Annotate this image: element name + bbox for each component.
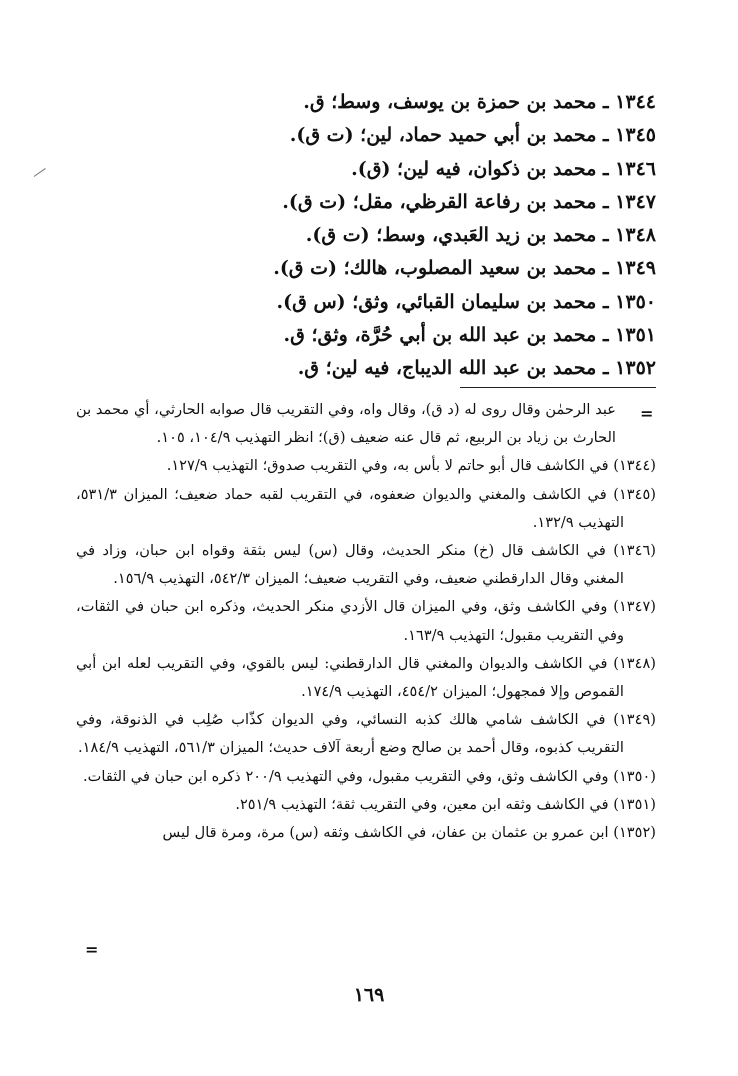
entry-1348: ١٣٤٨ ـ محمد بن زيد العَبدي، وسط؛ (ت ق). bbox=[305, 224, 656, 247]
continuation-marker-end: = bbox=[85, 940, 99, 959]
entry-list bbox=[96, 86, 656, 386]
footnote-1348: (١٣٤٨) في الكاشف والديوان والمغني قال الدارقطني: ليس بالقوي، وفي التقريب لعله ابن أبي القموص وإلا فمجهول؛ الميزان ٤٥٤/٢، التهذيب ١٧٤/٩. bbox=[76, 654, 656, 701]
footnote-separator bbox=[460, 387, 656, 388]
entry-1345: ١٣٤٥ ـ محمد بن أبي حميد حماد، لين؛ (ت ق). bbox=[289, 124, 656, 147]
footnote-1350: (١٣٥٠) وفي الكاشف وثق، وفي التقريب مقبول، وفي التهذيب ٢٠٠/٩ ذكره ابن حبان في الثقات. bbox=[83, 767, 656, 785]
footnote-1352: (١٣٥٢) ابن عمرو بن عثمان بن عفان، في الكاشف وثقه (س) مرة، ومرة قال ليس bbox=[162, 824, 656, 842]
entry-1344: ١٣٤٤ ـ محمد بن حمزة بن يوسف، وسط؛ ق. bbox=[303, 91, 656, 113]
footnote-1351: (١٣٥١) في الكاشف وثقه ابن معين، وفي التقريب ثقة؛ التهذيب ٢٥١/٩. bbox=[235, 795, 656, 813]
footnote-1347: (١٣٤٧) وفي الكاشف وثق، وفي الميزان قال الأزدي منكر الحديث، وذكره ابن حبان في الثقات، وفي التقريب مقبول؛ التهذيب ١٦٣/٩. bbox=[76, 598, 656, 644]
footnote-1344: (١٣٤٤) في الكاشف قال أبو حاتم لا بأس به، وفي التقريب صدوق؛ التهذيب ١٢٧/٩. bbox=[166, 457, 656, 475]
footnote-1349: (١٣٤٩) في الكاشف شامي هالك كذبه النسائي، وفي الديوان كذّاب صُلِب في الذنوقة، وفي التقريب كذبوه، وقال أحمد بن صالح وضع أربعة آلاف حديث؛ الميزان ٥٦١/٣، التهذيب ١٨٤/٩. bbox=[76, 711, 656, 757]
footnote-1346: (١٣٤٦) في الكاشف قال (خ) منكر الحديث، وقال (س) ليس بثقة وقواه ابن حبان، وزاد في المغني وقال الدارقطني ضعيف، وفي التقريب ضعيف؛ الميزان ٥٤٢/٣، التهذيب ١٥٦/٩. bbox=[76, 542, 656, 588]
stray-pen-mark bbox=[34, 168, 46, 177]
entry-1352: ١٣٥٢ ـ محمد بن عبد الله الديباج، فيه لين؛ ق. bbox=[297, 357, 656, 380]
continuation-marker-start: = bbox=[640, 404, 654, 423]
footnote-1345: (١٣٤٥) في الكاشف والمغني والديوان ضعفوه، في التقريب لقبه حماد ضعيف؛ الميزان ٥٣١/٣، التهذيب ١٣٢/٩. bbox=[76, 485, 656, 531]
entry-1347: ١٣٤٧ ـ محمد بن رفاعة القرظي، مقل؛ (ت ق). bbox=[282, 190, 656, 213]
entry-1349: ١٣٤٩ ـ محمد بن سعيد المصلوب، هالك؛ (ت ق). bbox=[273, 257, 656, 280]
entry-1346: ١٣٤٦ ـ محمد بن ذكوان، فيه لين؛ (ق). bbox=[351, 157, 656, 180]
entry-1351: ١٣٥١ ـ محمد بن عبد الله بن أبي حُرَّة، وثق؛ ق. bbox=[283, 324, 656, 347]
page-number: ١٦٩ bbox=[353, 984, 385, 1006]
footnotes bbox=[76, 396, 656, 847]
footnote-continued: عبد الرحمٰن وقال روى له (د ق)، وقال واه، وفي التقريب قال صوابه الحارثي، أي محمد بن الحارث بن زياد بن الربيع، ثم قال عنه ضعيف (ق)؛ انظر التهذيب ١٠٤/٩، ١٠٥. bbox=[76, 401, 616, 447]
entry-1350: ١٣٥٠ ـ محمد بن سليمان القبائي، وثق؛ (س ق). bbox=[276, 290, 656, 313]
